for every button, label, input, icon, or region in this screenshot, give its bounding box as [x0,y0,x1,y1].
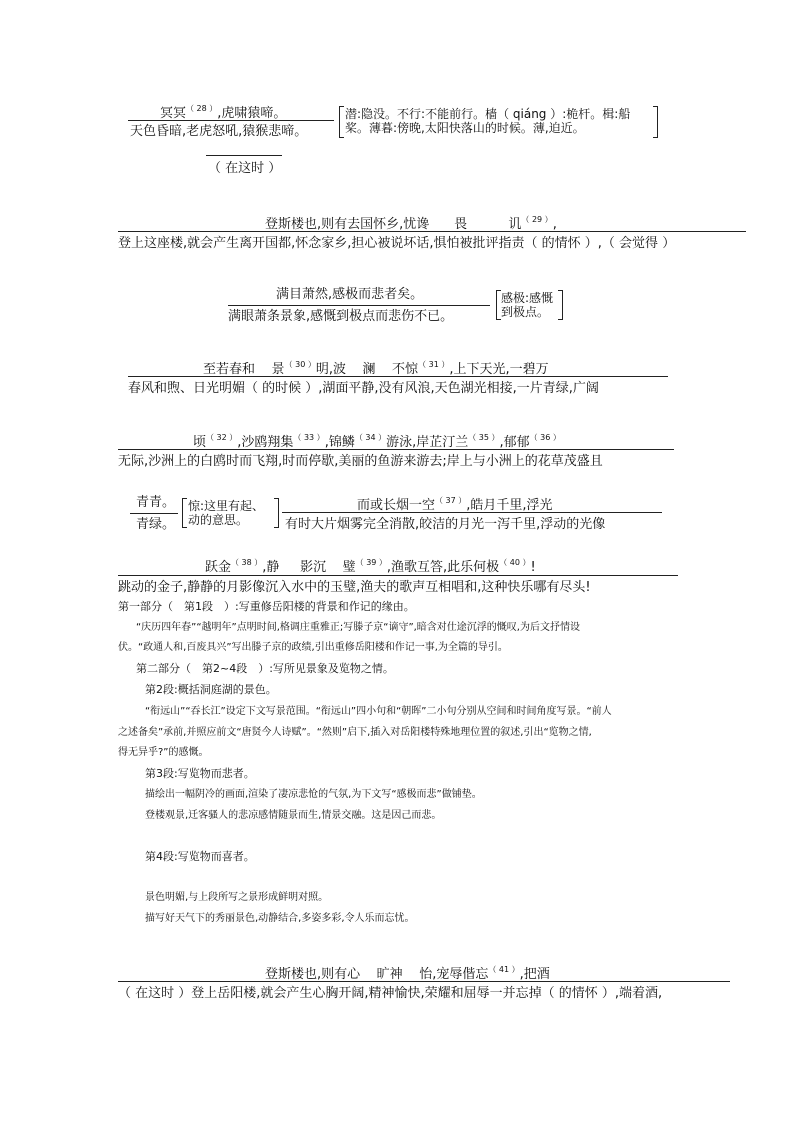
translation-line-5: 无际,沙洲上的白鸥时而飞翔,时而停歇,美丽的鱼游来游去;岸上与小洲上的花草茂盛且 [118,454,603,469]
divider-line [118,231,746,232]
original-text: 冥冥 [160,106,187,121]
note-line: 感极:感慨 [501,291,554,305]
footnote-mark: （ 32 ） [206,433,238,442]
analysis-text: 景色明媚,与上段所写之景形成鲜明对照。 [145,892,329,903]
original-text: 景 [271,362,285,377]
original-text: ,沙鸥翔集 [237,435,294,450]
footnote-mark: （ 31 ） [418,360,450,369]
divider-line [118,575,678,576]
divider-line [228,305,490,306]
translation-line-4: 春风和煦、日光明媚（ 的时候 ）,湖面平静,没有风浪,天色湖光相接,一片青绿,广阔 [128,381,599,396]
original-text: 畏 [454,217,468,232]
original-line-8 [265,962,550,983]
original-text: ! [530,560,536,575]
original-text: 顷 [193,435,207,450]
note-line: 惊:这里有起、 [188,499,265,513]
original-text: 登斯楼也,则有心 [265,967,361,982]
note-bracket-left [339,106,344,138]
divider-line [118,981,730,982]
original-line-7 [205,555,536,576]
original-text: 而或长烟一空 [357,498,436,513]
original-text: ,静 [262,560,280,575]
original-line-1 [160,101,286,122]
original-line-5 [193,430,561,451]
analysis-paragraph-heading: 第3段:写览物而悲者。 [145,767,255,780]
original-text: ,渔歌互答,此乐何极 [386,560,500,575]
note-line: 到极点。 [501,305,550,319]
note-line: 动的意思。 [188,513,249,527]
divider-line [128,376,668,377]
analysis-part-heading: 第一部分（ 第1段 ）:写重修岳阳楼的背景和作记的缘由。 [118,600,415,613]
original-text: 旷神 [376,967,403,982]
footnote-mark: （ 35 ） [468,433,500,442]
analysis-paragraph-heading: 第2段:概括洞庭湖的景色。 [145,683,277,696]
note-bracket-right [274,498,279,528]
note-bracket-left [182,498,187,528]
original-line-6a: 青青。 [136,495,176,510]
footnote-mark: （ 37 ） [435,496,467,505]
divider-line [206,155,282,156]
original-text: 至若春和 [203,362,256,377]
footnote-mark: （ 30 ） [284,360,316,369]
note-line: 潜:隐没。不行:不能前行。樯（ qiáng ）:桅杆。楫:船 [345,107,631,121]
footnote-mark: （ 28 ） [186,104,218,113]
footnote-mark: （ 33 ） [293,433,325,442]
translation-line-1: 天色昏暗,老虎怒吼,猿猴悲啼。 [130,124,308,139]
original-text: 讥 [508,217,522,232]
footnote-mark: （ 41 ） [488,965,520,974]
original-text: ,虎啸猿啼。 [217,106,287,121]
translation-line-7: 跳动的金子,静静的月影像沉入水中的玉璧,渔夫的歌声互相唱和,这种快乐哪有尽头! [118,580,591,595]
footnote-mark: （ 34 ） [354,433,387,442]
original-text: ,锦鳞 [324,435,355,450]
original-text: ,郁郁 [499,435,530,450]
analysis-paragraph-heading: 第4段:写览物而喜者。 [145,850,255,863]
original-text: 璧 [342,560,356,575]
original-text: , [552,217,557,232]
original-text: 不惊 [392,362,419,377]
original-text: ,上下天光,一碧万 [449,362,549,377]
translation-line-8: （ 在这时 ）登上岳阳楼,就会产生心胸开阔,精神愉快,荣耀和屈辱一并忘掉（ 的情怀 ）,端着酒, [118,986,663,1001]
note-bracket-right [558,290,563,320]
divider-line [128,120,334,121]
translation-line-2: 登上这座楼,就会产生离开国都,怀念家乡,担心被说坏话,惧怕被批评指责（ 的情怀 ）,（ 会觉得 ） [118,236,676,251]
analysis-text: 之述备矣”承前,并照应前文“唐贤今人诗赋”。“然则”启下,插入对岳阳楼特殊地理位置的叙述,引出“览物之情, [118,727,592,738]
note-bracket-right [653,106,658,138]
analysis-text: 伏。“政通人和,百废具兴”写出滕子京的政绩,引出重修岳阳楼和作记一事,为全篇的导引。 [118,642,508,653]
analysis-text: 登楼观景,迁客骚人的悲凉感情随景而生,情景交融。这是因己而悲。 [145,810,442,821]
original-text: ,把酒 [519,967,550,982]
footnote-mark: （ 39 ） [355,558,387,567]
original-text: 明,波 [315,362,346,377]
note-line: 桨。薄暮:傍晚,太阳快落山的时候。薄,迫近。 [345,121,585,135]
original-line-6b [357,493,553,514]
footnote-mark: （ 38 ） [231,558,263,567]
original-line-3: 满目萧然,感极而悲者矣。 [276,287,424,302]
analysis-text: “庆历四年春”“越明年”点明时间,格调庄重雅正;写滕子京“谪守”,暗含对仕途沉浮的慨叹,为后文抒情设 [136,622,580,633]
original-text: ,皓月千里,浮光 [466,498,553,513]
original-text: 澜 [362,362,376,377]
original-text: 游泳,岸芷汀兰 [386,435,469,450]
original-line-2 [265,212,557,233]
footnote-mark: （ 29 ） [521,215,553,224]
divider-line [118,449,674,450]
analysis-part-heading: 第二部分（ 第2~4段 ）:写所见景象及览物之情。 [136,662,394,675]
original-text: 怡,宠辱偕忘 [419,967,489,982]
footnote-mark: （ 40 ） [499,558,531,567]
translation-line-6b: 有时大片烟雾完全消散,皎洁的月光一泻千里,浮动的光像 [285,517,606,532]
divider-line [130,513,178,514]
original-text: 跃金 [205,560,232,575]
translation-line-6a: 青绿。 [136,517,176,532]
translation-supplement: （ 在这时 ） [208,161,282,176]
analysis-text: 描绘出一幅阴冷的画面,渲染了凄凉悲怆的气氛,为下文写“感极而悲”做铺垫。 [145,789,482,800]
footnote-mark: （ 36 ） [529,433,561,442]
analysis-text: 得无异乎?”的感慨。 [118,747,209,758]
translation-line-3: 满眼萧条景象,感慨到极点而悲伤不已。 [228,309,454,324]
analysis-text: “衔远山”“吞长江”设定下文写景范围。“衔远山”四小句和“朝晖”二小句分别从空间和时间角度写景。“前人 [145,706,612,717]
analysis-text: 描写好天气下的秀丽景色,动静结合,多姿多彩,令人乐而忘忧。 [145,913,415,924]
original-line-4 [203,357,549,378]
original-text: 影沉 [300,560,327,575]
divider-line [282,512,662,513]
original-text: 登斯楼也,则有去国怀乡,忧谗 [265,217,430,232]
